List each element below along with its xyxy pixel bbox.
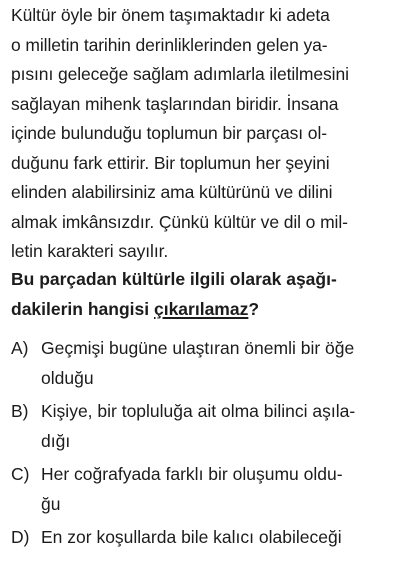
option-text: olduğu [41,367,94,388]
question-keyword: çıkarılamaz [153,298,249,319]
passage-line: sağlayan mihenk taşlarından biridir. İnsana [11,93,339,114]
option-c[interactable] [11,460,406,519]
question-line: Bu parçadan kültürle ilgili olarak aşağı- [11,269,337,289]
passage-line: pısını geleceğe sağlam adımlarla iletilmesini [11,64,349,84]
option-letter: C) [11,464,30,484]
option-b[interactable] [11,397,406,456]
option-text: Her coğrafyada farklı bir oluşumu oldu- [41,464,343,484]
passage-line: elinden alabilirsiniz ama kültürünü ve dilini [11,182,333,202]
option-text: En zor koşullarda bile kalıcı olabileceği [41,527,342,547]
passage-line: duğunu fark ettirir. Bir toplumun her şeyini [11,152,330,173]
question-mark: ? [248,298,260,319]
option-text: dığı [41,430,71,451]
option-a[interactable] [11,334,406,393]
passage-line: Kültür öyle bir önem taşımaktadır ki adeta [11,5,330,25]
passage-line: içinde bulunduğu toplumun bir parçası ol- [11,123,327,143]
question-text: dakilerin hangisi [11,298,154,319]
option-letter: B) [11,401,29,421]
passage-line: almak imkânsızdır. Çünkü kültür ve dil o mil- [11,211,348,232]
option-text: Geçmişi bugüne ulaştıran önemli bir öğe [41,338,355,358]
option-d[interactable] [11,523,406,553]
passage-line: letin karakteri sayılır. [11,241,169,261]
option-letter: D) [11,527,30,547]
option-letter: A) [11,338,29,358]
reading-passage [11,1,401,267]
option-text: ğu [41,493,61,514]
passage-line: o milletin tarihin derinliklerinden gelen ya- [11,34,328,55]
answer-options [11,334,406,557]
question-page [11,0,401,563]
question-line [11,295,401,325]
question-stem [11,265,401,324]
option-text: Kişiye, bir topluluğa ait olma bilinci aşıla- [41,401,356,421]
